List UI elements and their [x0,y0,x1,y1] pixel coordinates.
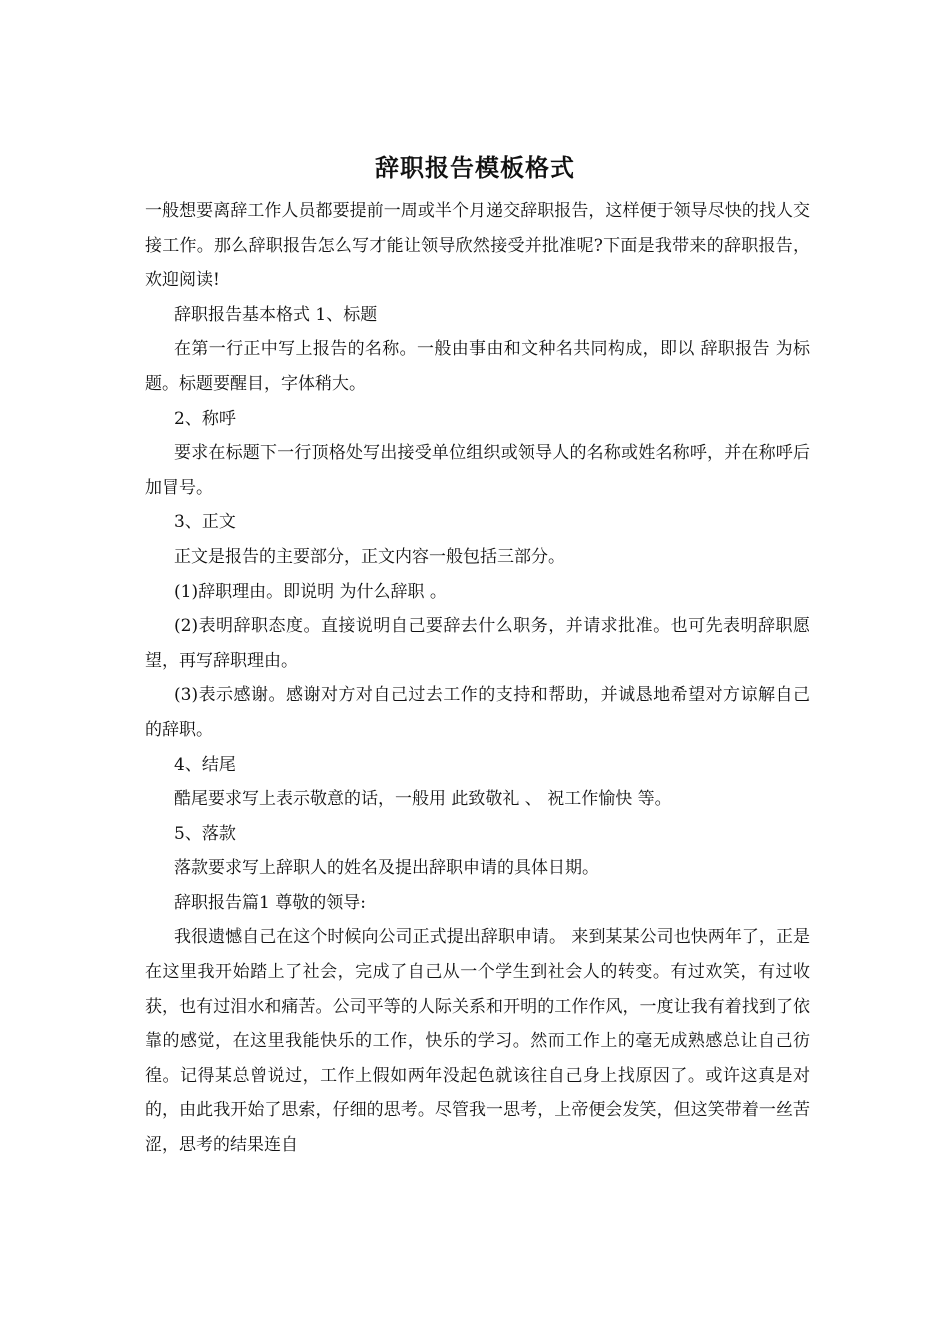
paragraph: 我很遗憾自己在这个时候向公司正式提出辞职申请。 来到某某公司也快两年了，正是在这里我开始踏上了社会，完成了自己从一个学生到社会人的转变。有过欢笑，有过收获，也有过泪水和痛苦。公司平等的人际关系和开明的工作作风，一度让我有着找到了依靠的感觉，在这里我能快乐的工作，快乐的学习。然而工作上的毫无成熟感总让自己彷徨。记得某总曾说过，工作上假如两年没起色就该往自己身上找原因了。或许这真是对的，由此我开始了思索，仔细的思考。尽管我一思考，上帝便会发笑，但这笑带着一丝苦涩，思考的结果连自 [145,927,810,1156]
paragraph: 正文是报告的主要部分，正文内容一般包括三部分。 [174,546,565,567]
paragraph: (1)辞职理由。即说明 为什么辞职 。 [174,581,447,602]
paragraph: (2)表明辞职态度。直接说明自己要辞去什么职务，并请求批准。也可先表明辞职愿望，再写辞职理由。 [145,616,810,671]
paragraph: 在第一行正中写上报告的名称。一般由事由和文种名共同构成，即以 辞职报告 为标题。标题要醒目，字体稍大。 [145,339,810,394]
paragraph: (3)表示感谢。感谢对方对自己过去工作的支持和帮助，并诚恳地希望对方谅解自己的辞职。 [145,685,810,740]
paragraph: 辞职报告篇1 尊敬的领导: [174,892,366,913]
paragraph: 4、结尾 [174,754,236,775]
paragraph: 2、称呼 [174,408,236,429]
paragraph: 一般想要离辞工作人员都要提前一周或半个月递交辞职报告，这样便于领导尽快的找人交接工作。那么辞职报告怎么写才能让领导欣然接受并批准呢?下面是我带来的辞职报告，欢迎阅读! [145,201,810,291]
document-body [145,194,810,1163]
paragraph: 5、落款 [174,823,236,844]
paragraph: 要求在标题下一行顶格处写出接受单位组织或领导人的名称或姓名称呼，并在称呼后加冒号。 [145,443,810,498]
paragraph: 落款要求写上辞职人的姓名及提出辞职申请的具体日期。 [174,858,599,879]
paragraph: 3、正文 [174,512,236,533]
document-title: 辞职报告模板格式 [375,153,575,182]
paragraph: 辞职报告基本格式 1、标题 [174,304,378,325]
paragraph: 酷尾要求写上表示敬意的话，一般用 此致敬礼 、 祝工作愉快 等。 [174,789,672,810]
